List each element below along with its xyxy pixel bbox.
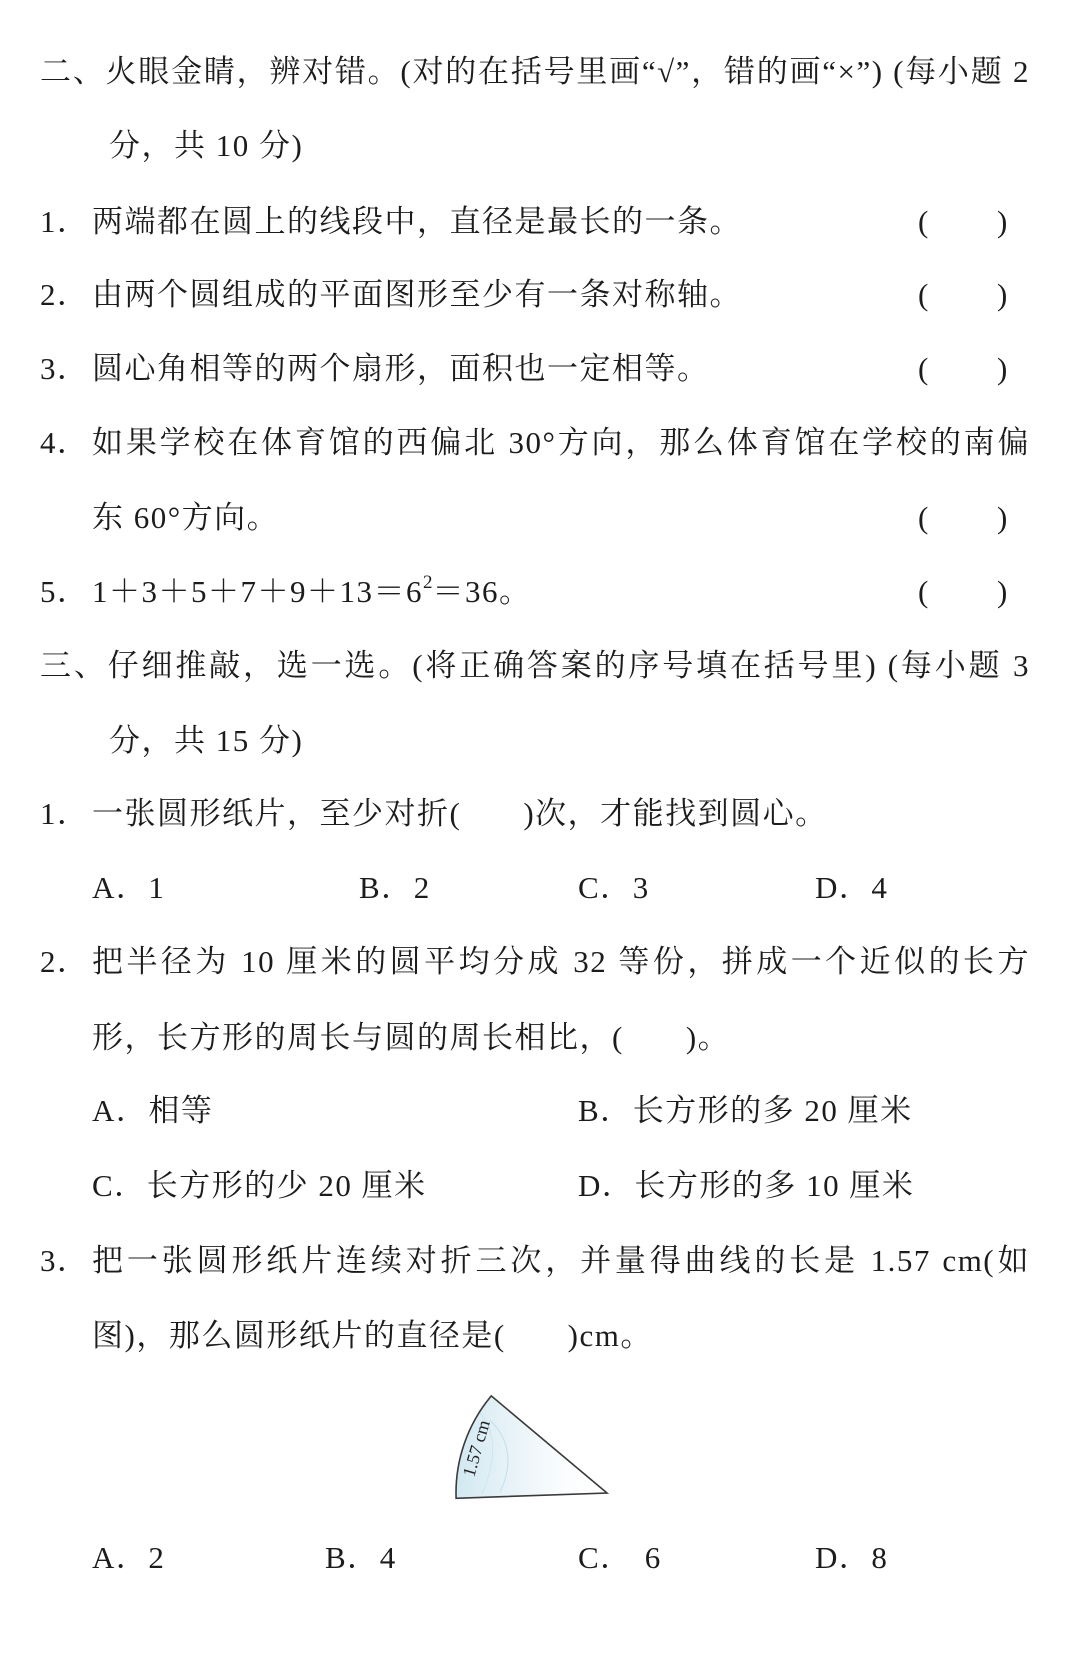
s2-q5-answer-paren-open: ( (918, 574, 930, 609)
option-label: A． (92, 1540, 149, 1575)
s3-q2-option-b (578, 1091, 913, 1131)
option-text: 2 (413, 870, 431, 905)
s2-q4-answer-paren-open: ( (918, 500, 930, 535)
option-label: A． (92, 870, 149, 905)
s3-q2-text-line1: 把半径为 10 厘米的圆平均分成 32 等份，拼成一个近似的长方 (92, 944, 1030, 979)
option-label: B． (325, 1540, 380, 1575)
s2-q3-answer-paren-close: ) (997, 351, 1009, 386)
s3-q2-option-d (578, 1166, 914, 1206)
s3-q1-number: 1． (40, 796, 90, 831)
s2-q4-number: 4． (40, 425, 90, 460)
option-label: A． (92, 1093, 149, 1128)
s3-q3-option-d (815, 1538, 888, 1578)
arc-length-label: 1.57 cm (458, 1417, 494, 1479)
s2-q2-answer-paren-open: ( (918, 277, 930, 312)
s3-q2-number: 2． (40, 944, 90, 979)
s2-q4-answer-paren-close: ) (997, 500, 1009, 535)
s2-q3-text: 圆心角相等的两个扇形，面积也一定相等。 (92, 351, 710, 386)
s2-q5-equation (92, 572, 532, 612)
option-text: 4 (379, 1540, 397, 1575)
s2-q5-equation-after: ＝36。 (432, 574, 532, 609)
option-label: D． (815, 870, 872, 905)
s3-q1-option-d (815, 868, 888, 908)
s2-q2-number: 2． (40, 277, 90, 312)
s3-q1-text (92, 794, 828, 834)
s3-q2-text-after-blank: )。 (685, 1020, 731, 1055)
s2-q1-answer-paren-open: ( (918, 204, 930, 239)
s3-q3-option-a (92, 1538, 165, 1578)
s2-q4-text-line1: 如果学校在体育馆的西偏北 30°方向，那么体育馆在学校的南偏 (92, 425, 1030, 460)
s3-q3-text-before-blank: 图)，那么圆形纸片的直径是( (92, 1318, 506, 1353)
s3-q3-text-line1: 把一张圆形纸片连续对折三次，并量得曲线的长是 1.57 cm(如 (92, 1243, 1030, 1278)
s2-q1-answer-paren-close: ) (997, 204, 1009, 239)
s2-q1-text: 两端都在圆上的线段中，直径是最长的一条。 (92, 204, 742, 239)
s3-q3-option-b (325, 1538, 397, 1578)
s3-q3-number: 3． (40, 1243, 90, 1278)
section2-heading-line1: 二、火眼金睛，辨对错。(对的在括号里画“√”，错的画“×”) (每小题 2 (40, 54, 1030, 89)
option-text: 1 (148, 870, 166, 905)
option-text: 长方形的多 20 厘米 (632, 1093, 913, 1128)
s3-q2-text-line2 (92, 1018, 730, 1058)
s3-q3-option-c (578, 1538, 662, 1578)
s2-q5-exponent: 2 (423, 571, 433, 593)
option-text: 相等 (148, 1093, 214, 1128)
option-text: 2 (148, 1540, 166, 1575)
section3-heading-line1: 三、仔细推敲，选一选。(将正确答案的序号填在括号里) (每小题 3 (40, 648, 1030, 683)
option-text: 6 (644, 1540, 662, 1575)
s2-q5-number: 5． (40, 574, 90, 609)
option-label: C． (578, 870, 633, 905)
s3-q1-option-a (92, 868, 165, 908)
s2-q4-text-line2: 东 60°方向。 (92, 500, 280, 535)
option-text: 长方形的少 20 厘米 (146, 1168, 427, 1203)
option-label: D． (578, 1168, 635, 1203)
option-text: 3 (632, 870, 650, 905)
s2-q5-equation-before: 1＋3＋5＋7＋9＋13＝6 (92, 574, 423, 609)
s3-q1-option-b (359, 868, 431, 908)
section2-heading-line2: 分，共 10 分) (109, 128, 304, 163)
s2-q2-text: 由两个圆组成的平面图形至少有一条对称轴。 (92, 277, 742, 312)
s2-q3-number: 3． (40, 351, 90, 386)
s3-q1-text-after-blank: )次，才能找到圆心。 (523, 796, 828, 831)
option-label: B． (359, 870, 414, 905)
s3-q1-option-c (578, 868, 650, 908)
s2-q2-answer-paren-close: ) (997, 277, 1009, 312)
s3-q2-text-before-blank: 形，长方形的周长与圆的周长相比，( (92, 1020, 624, 1055)
s3-q2-option-c (92, 1166, 427, 1206)
option-label: D． (815, 1540, 872, 1575)
s3-q3-text-after-blank: )cm。 (567, 1318, 653, 1353)
s3-q1-text-before-blank: 一张圆形纸片，至少对折( (92, 796, 462, 831)
s2-q5-answer-paren-close: ) (997, 574, 1009, 609)
option-text: 4 (871, 870, 889, 905)
option-label: C． (578, 1540, 633, 1575)
s3-q3-text-line2 (92, 1316, 653, 1356)
s2-q3-answer-paren-open: ( (918, 351, 930, 386)
s3-q2-option-a (92, 1091, 213, 1131)
option-label: B． (578, 1093, 633, 1128)
folded-sector-figure (430, 1380, 620, 1515)
option-text: 8 (871, 1540, 889, 1575)
s2-q1-number: 1． (40, 204, 90, 239)
section3-heading-line2: 分，共 15 分) (109, 723, 304, 758)
option-text: 长方形的多 10 厘米 (634, 1168, 915, 1203)
option-label: C． (92, 1168, 147, 1203)
